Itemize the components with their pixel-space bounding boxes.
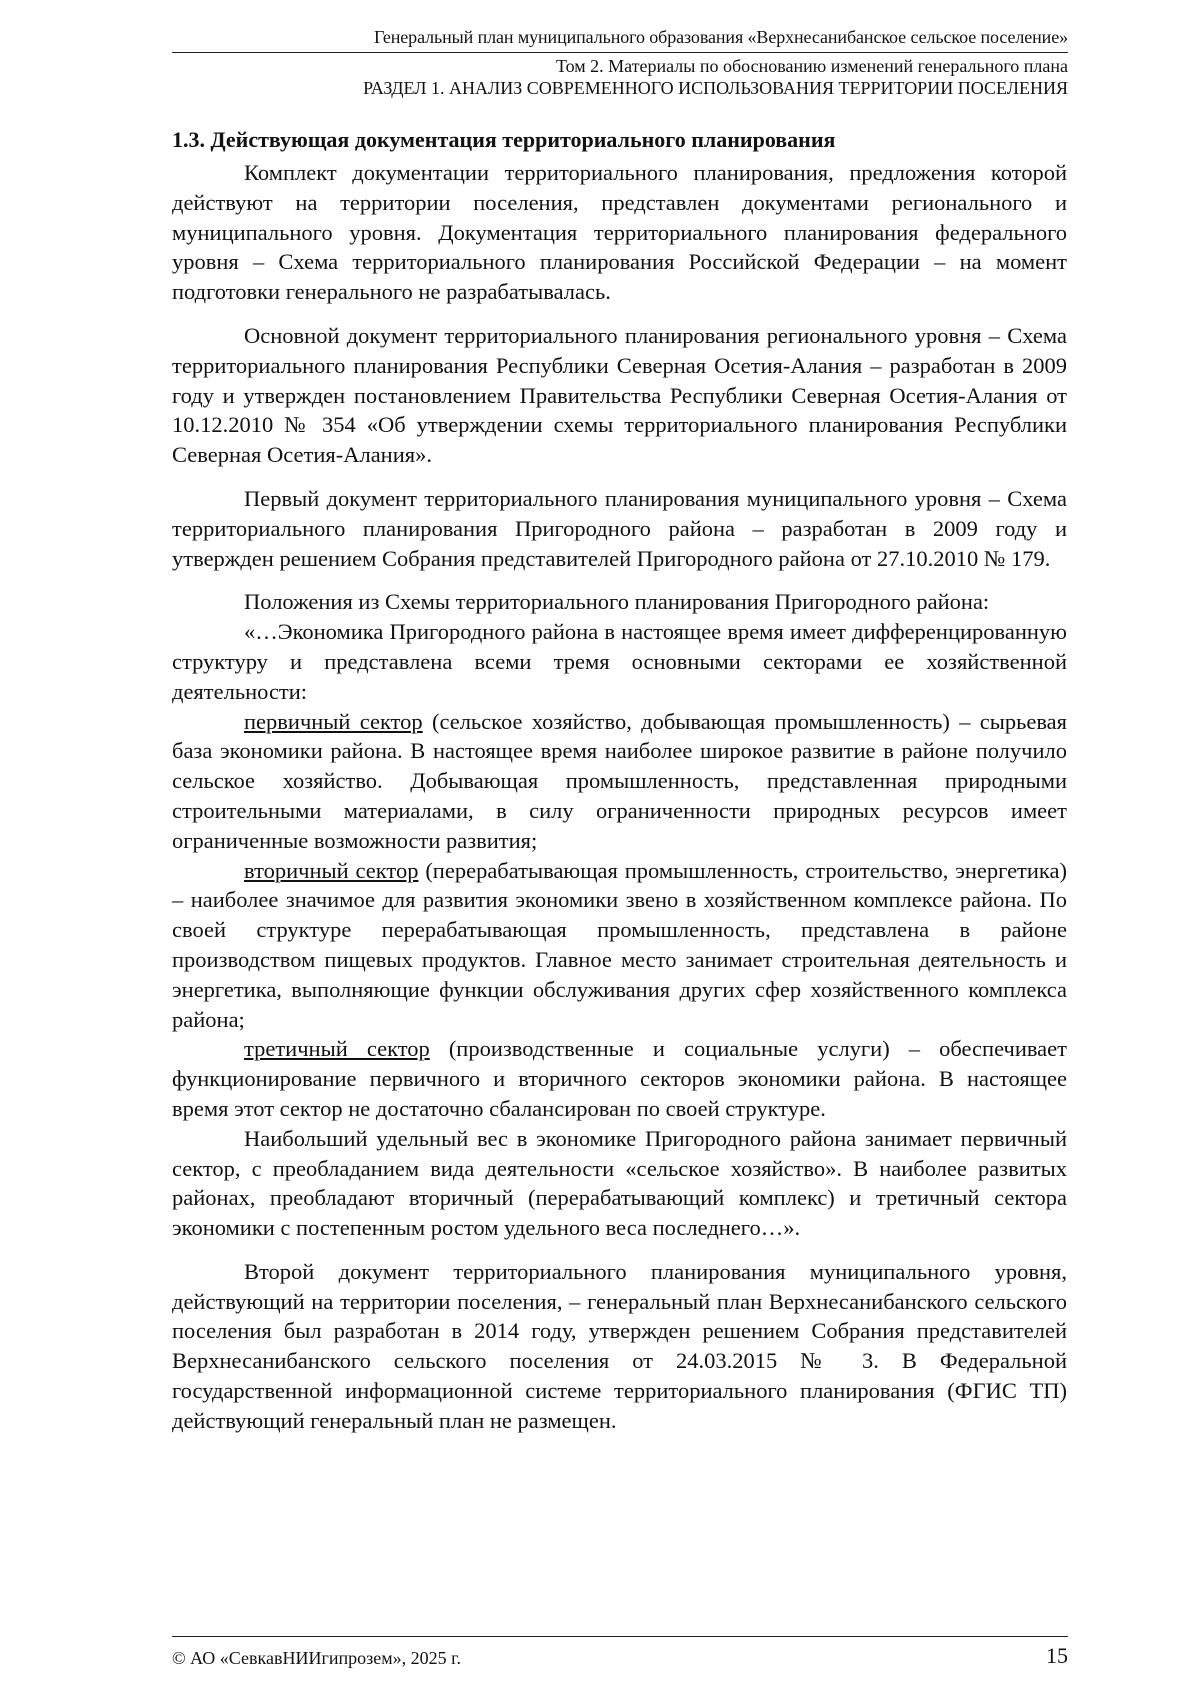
sector-term: вторичный сектор xyxy=(244,857,419,883)
header-volume: Том 2. Материалы по обоснованию изменений генерального плана xyxy=(555,56,1068,76)
page-number: 15 xyxy=(1046,1643,1068,1668)
page-footer xyxy=(172,1636,1068,1669)
paragraph: Первый документ территориального планирования муниципального уровня – Схема территориального планирования Пригородного района – разработан в 2009 году и утвержден решением Собрания представителей Пригородного района от 27.10.2010 № 179. xyxy=(172,485,1067,571)
header-document-title: Генеральный план муниципального образования «Верхнесанибанское сельское поселение» xyxy=(373,27,1068,47)
paragraph: Наибольший удельный вес в экономике Пригородного района занимает первичный сектор, с преобладанием вида деятельности «сельское хозяйство». В наиболее развитых районах, преобладают вторичный (перерабатывающий комплекс) и третичный сектора экономики с постепенным ростом удельного веса последнего…». xyxy=(172,1125,1067,1241)
paragraph: Второй документ территориального планирования муниципального уровня, действующий на территории поселения, – генеральный план Верхнесанибанского сельского поселения был разработан в 2014 году, утвержден решением Собрания представителей Верхнесанибанского сельского поселения от 24.03.2015 № 3. В Федеральной государственной информационной системе территориального планирования (ФГИС ТП) действующий генеральный план не размещен. xyxy=(172,1258,1067,1433)
footer-copyright: © АО «СевкавНИИгипрозем», 2025 г. xyxy=(172,1648,461,1668)
sector-term: третичный сектор xyxy=(244,1036,430,1062)
section-heading: 1.3. Действующая документация территориального планирования xyxy=(172,127,836,152)
running-header xyxy=(172,26,1068,99)
sector-paragraph-primary xyxy=(172,707,1067,856)
paragraph: Основной документ территориального планирования регионального уровня – Схема территориального планирования Республики Северная Осетия-Алания – разработан в 2009 году и утвержден постановлением Правительства Республики Северная Осетия-Алания от 10.12.2010 № 354 «Об утверждении схемы территориального планирования Республики Северная Осетия-Алания». xyxy=(172,322,1067,468)
sector-description: (производственные и социальные услуги) – обеспечивает функционирование первичного и вторичного секторов экономики района. В настоящее время этот сектор не достаточно сбалансирован по своей структуре. xyxy=(172,1036,1067,1121)
page-body xyxy=(172,126,1067,1436)
sector-paragraph-tertiary xyxy=(172,1034,1067,1123)
footer-divider xyxy=(172,1636,1068,1637)
sector-term: первичный сектор xyxy=(244,708,423,734)
sector-paragraph-secondary xyxy=(172,856,1067,1035)
header-section: РАЗДЕЛ 1. АНАЛИЗ СОВРЕМЕННОГО ИСПОЛЬЗОВАНИЯ ТЕРРИТОРИИ ПОСЕЛЕНИЯ xyxy=(363,78,1068,98)
quote-paragraph: «…Экономика Пригородного района в настоящее время имеет дифференцированную структуру и представлена всеми тремя основными секторами ее хозяйственной деятельности: xyxy=(172,619,1067,704)
paragraph: Комплект документации территориального планирования, предложения которой действуют на территории поселения, представлен документами регионального и муниципального уровня. Документация территориального планирования федерального уровня – Схема территориального планирования Российской Федерации – на момент подготовки генерального не разрабатывалась. xyxy=(172,160,1067,305)
header-divider xyxy=(172,52,1068,53)
sector-description: (перерабатывающая промышленность, строительство, энергетика) – наиболее значимое для развития экономики звено в хозяйственном комплексе района. По своей структуре перерабатывающая промышленность, представлена в районе производством пищевых продуктов. Главное место занимает строительная деятельность и энергетика, выполняющие функции обслуживания других сфер хозяйственного комплекса района; xyxy=(172,857,1068,1032)
sector-description: (сельское хозяйство, добывающая промышленность) – сырьевая база экономики района. В настоящее время наиболее широкое развитие в районе получило сельское хозяйство. Добывающая промышленность, представленная природными строительными материалами, в силу ограниченности природных ресурсов имеет ограниченные возможности развития; xyxy=(172,708,1067,853)
paragraph: Положения из Схемы территориального планирования Пригородного района: xyxy=(244,589,990,615)
